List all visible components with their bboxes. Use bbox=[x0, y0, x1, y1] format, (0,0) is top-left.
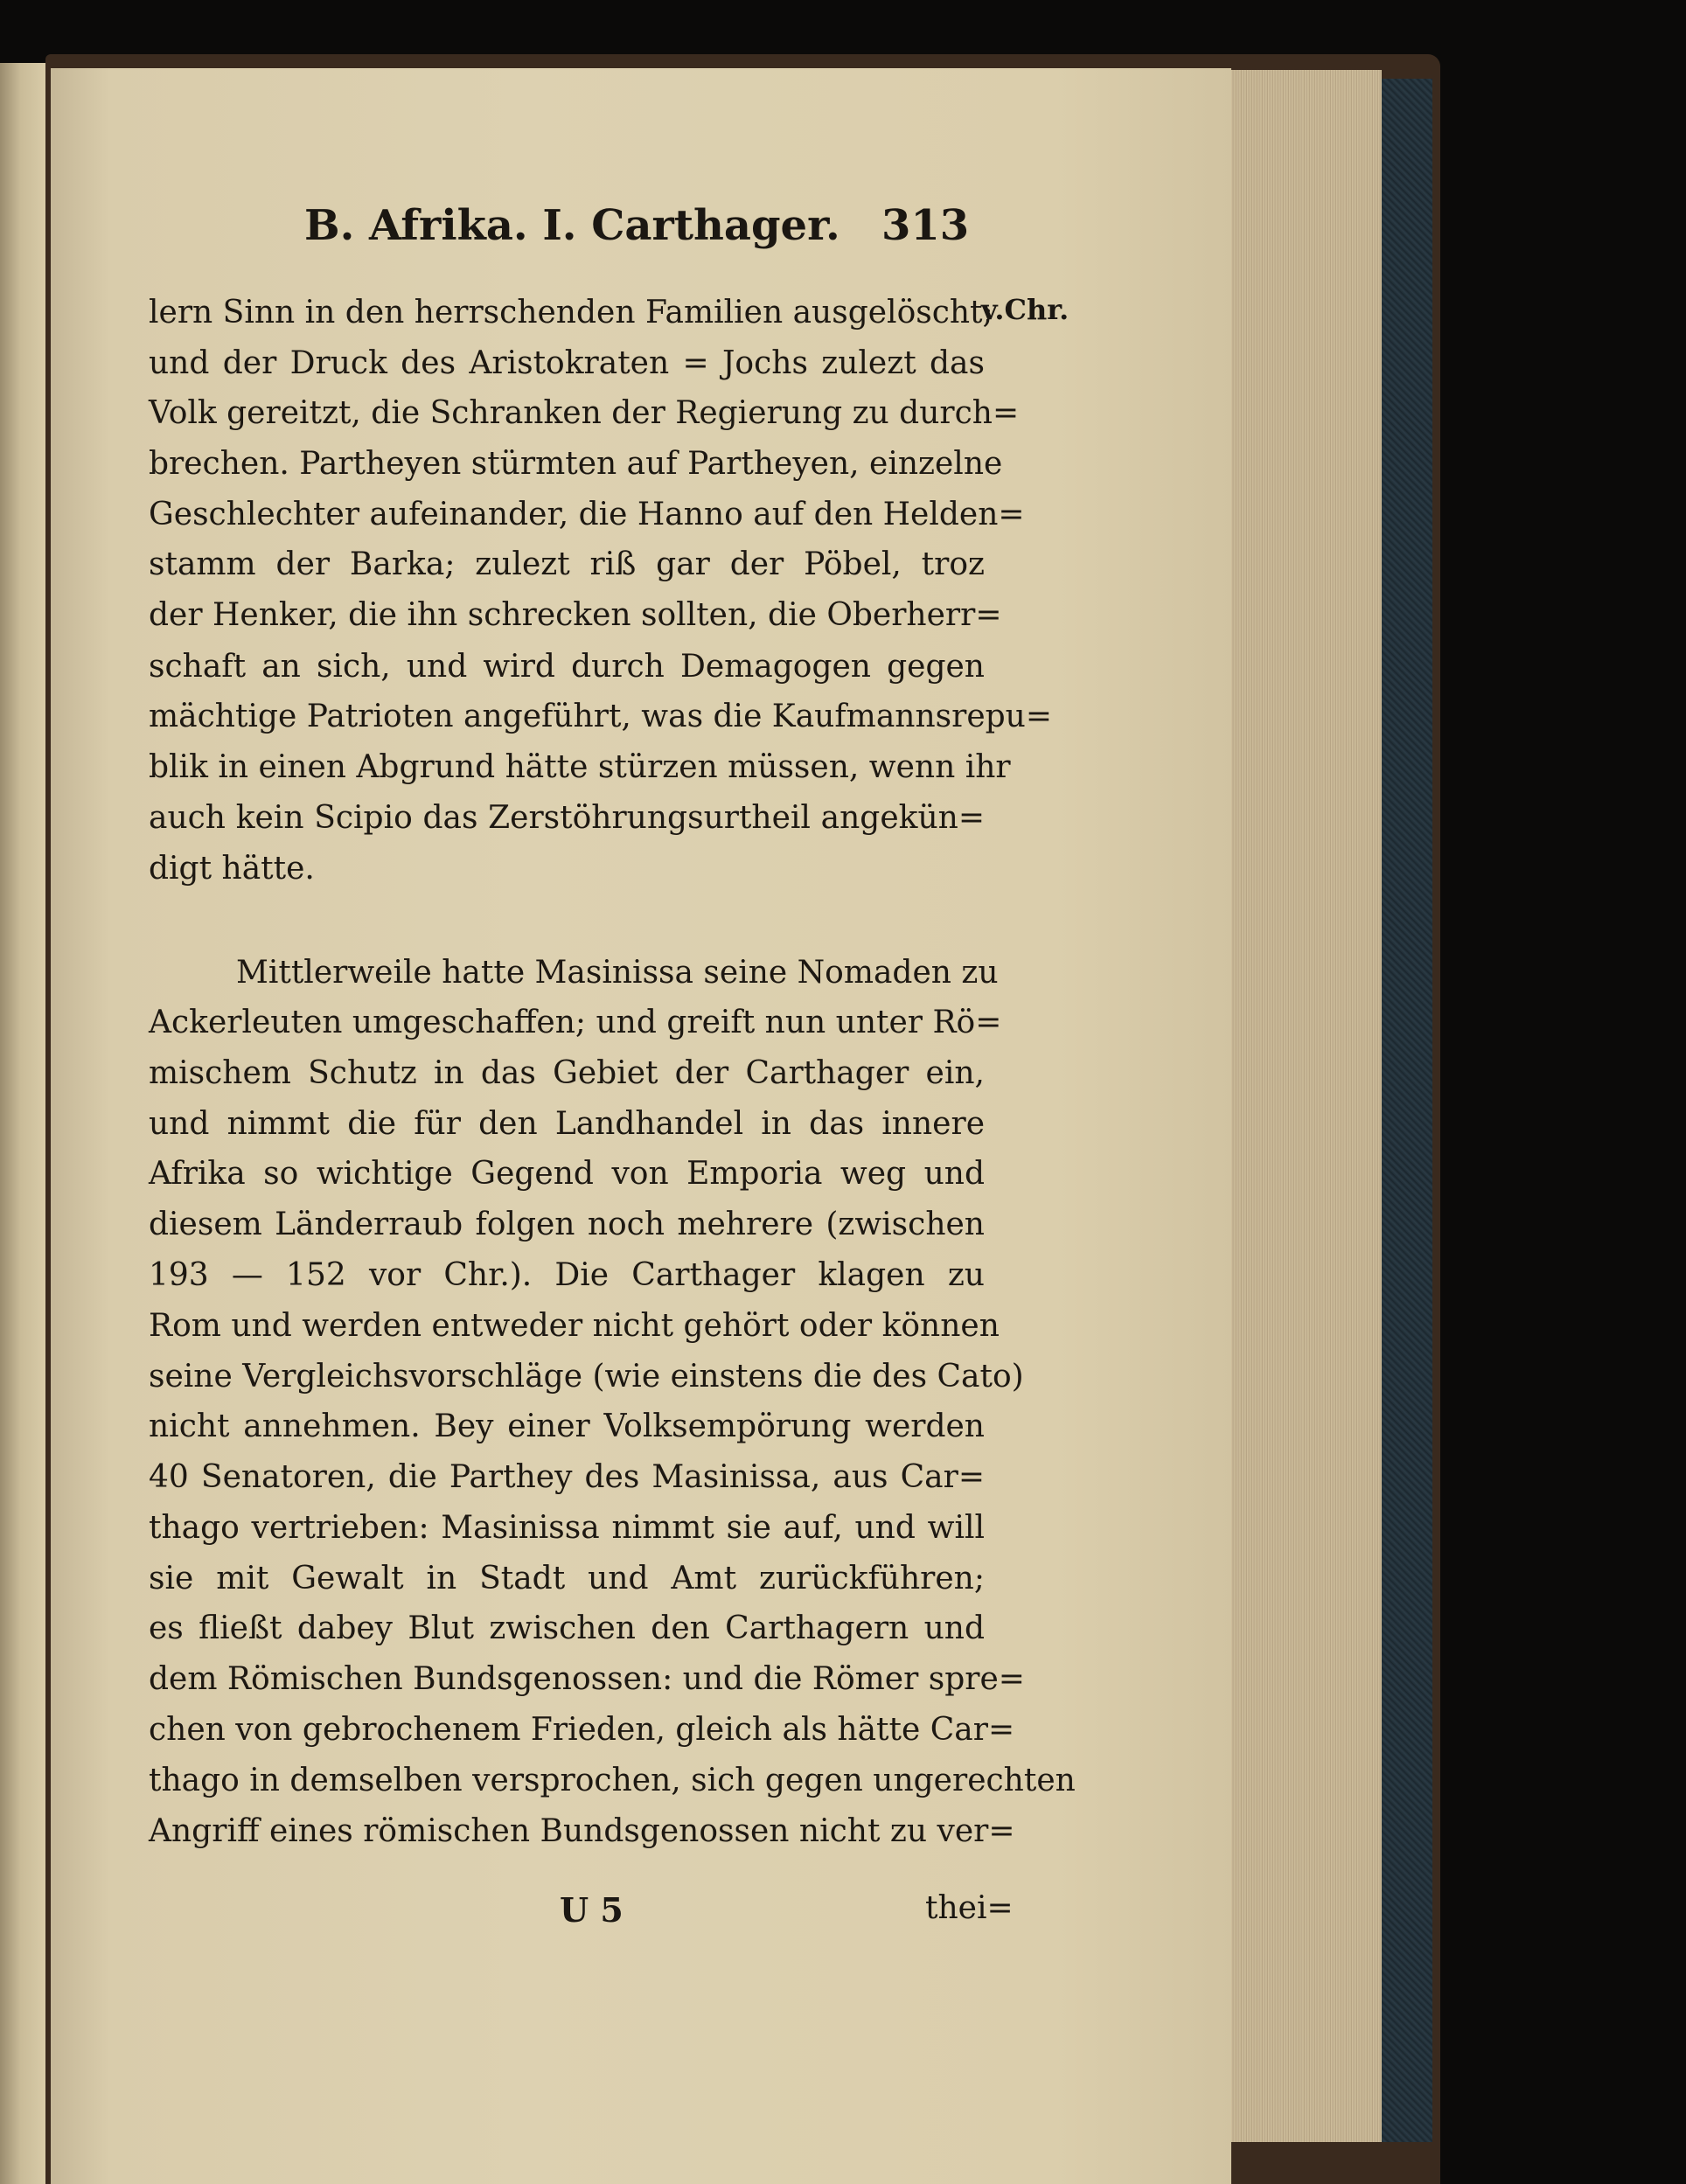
text-line: dem Römischen Bundsgenossen: und die Römer spre= bbox=[149, 1661, 1025, 1697]
text-line: sie mit Gewalt in Stadt und Amt zurückführen; bbox=[149, 1561, 985, 1596]
text-line: Angriff eines römischen Bundsgenossen nicht zu ver= bbox=[149, 1813, 1015, 1849]
text-line: mächtige Patrioten angeführt, was die Kaufmannsrepu= bbox=[149, 699, 1053, 734]
text-line: der Henker, die ihn schrecken sollten, die Oberherr= bbox=[149, 597, 1002, 633]
text-line: brechen. Partheyen stürmten auf Partheyen, einzelne bbox=[149, 446, 1003, 482]
catchword: thei= bbox=[925, 1890, 1014, 1926]
facing-page-edge bbox=[0, 63, 45, 2184]
text-line: blik in einen Abgrund hätte stürzen müssen, wenn ihr bbox=[149, 749, 1011, 785]
text-line: Rom und werden entweder nicht gehört oder können bbox=[149, 1308, 1000, 1344]
running-head bbox=[252, 201, 970, 254]
text-line: 193 — 152 vor Chr.). Die Carthager klagen zu bbox=[149, 1257, 985, 1293]
text-line: 40 Senatoren, die Parthey des Masinissa, aus Car= bbox=[149, 1459, 985, 1495]
text-line: seine Vergleichsvorschläge (wie einstens die des Cato) bbox=[149, 1359, 1024, 1395]
text-line: thago vertrieben: Masinissa nimmt sie auf, und will bbox=[149, 1510, 985, 1546]
text-line: Mittlerweile hatte Masinissa seine Nomaden zu bbox=[236, 955, 999, 991]
running-title: B. Afrika. I. Carthager. bbox=[304, 201, 840, 250]
text-line: Ackerleuten umgeschaffen; und greift nun unter Rö= bbox=[149, 1005, 1002, 1040]
page-number: 313 bbox=[881, 201, 970, 250]
text-line: nicht annehmen. Bey einer Volksempörung werden bbox=[149, 1408, 985, 1444]
text-line: thago in demselben versprochen, sich gegen ungerechten bbox=[149, 1763, 1076, 1798]
text-line: und nimmt die für den Landhandel in das innere bbox=[149, 1106, 985, 1142]
text-line: chen von gebrochenem Frieden, gleich als hätte Car= bbox=[149, 1712, 1015, 1748]
margin-note: v.Chr. bbox=[981, 293, 1069, 326]
text-line: diesem Länderraub folgen noch mehrere (zwischen bbox=[149, 1207, 985, 1242]
text-line: lern Sinn in den herrschenden Familien ausgelöscht; bbox=[149, 295, 993, 330]
text-line: Volk gereitzt, die Schranken der Regierung zu durch= bbox=[149, 395, 1020, 431]
text-line: stamm der Barka; zulezt riß gar der Pöbel, troz bbox=[149, 546, 985, 582]
text-line: mischem Schutz in das Gebiet der Carthager ein, bbox=[149, 1055, 985, 1091]
text-line: Geschlechter aufeinander, die Hanno auf den Helden= bbox=[149, 497, 1025, 532]
text-line: auch kein Scipio das Zerstöhrungsurtheil angekün= bbox=[149, 800, 985, 836]
text-line: und der Druck des Aristokraten = Jochs zulezt das bbox=[149, 345, 985, 381]
text-line: digt hätte. bbox=[149, 851, 315, 887]
text-line: Afrika so wichtige Gegend von Emporia weg und bbox=[149, 1156, 985, 1192]
text-line: es fließt dabey Blut zwischen den Carthagern und bbox=[149, 1610, 985, 1646]
cover-board bbox=[1382, 79, 1432, 2142]
page-block-edge bbox=[1231, 70, 1382, 2142]
text-line: schaft an sich, und wird durch Demagogen gegen bbox=[149, 649, 985, 685]
signature-mark: U 5 bbox=[560, 1890, 624, 1930]
